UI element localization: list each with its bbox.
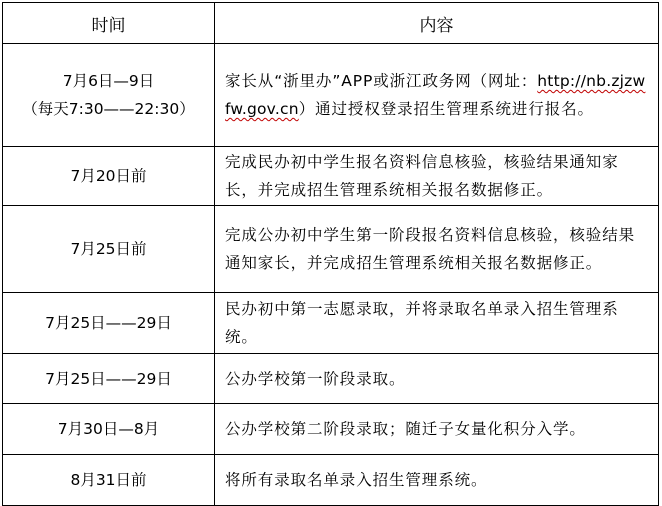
content-text-after-url: ）通过授权登录招生管理系统进行报名。 [298,100,594,118]
time-cell: 7月20日前 [3,147,215,206]
website-url-link[interactable]: http://nb.zjzwfw.gov.cn [225,72,646,118]
time-cell: 7月25日——29日 [3,293,215,354]
content-cell: 民办初中第一志愿录取，并将录取名单录入招生管理系统。 [215,293,659,354]
content-cell: 公办学校第二阶段录取；随迁子女量化积分入学。 [215,404,659,455]
content-cell: 完成公办初中学生第一阶段报名资料信息核验，核验结果通知家长，并完成招生管理系统相关报名数据修正。 [215,206,659,293]
time-cell: 7月30日—8月 [3,404,215,455]
table-header [3,3,659,44]
content-cell: 将所有录取名单录入招生管理系统。 [215,455,659,506]
content-cell: 完成民办初中学生报名资料信息核验，核验结果通知家长，并完成招生管理系统相关报名数据修正。 [215,147,659,206]
table-body [3,44,659,506]
time-cell [3,44,215,147]
time-cell: 7月25日——29日 [3,354,215,404]
time-cell: 7月25日前 [3,206,215,293]
table-row [3,354,659,404]
daily-hours: （每天7:30——22:30） [22,100,195,118]
content-column-header: 内容 [215,3,659,44]
table-row [3,147,659,206]
table-row [3,293,659,354]
table-row [3,44,659,147]
table-row [3,206,659,293]
enrollment-schedule-table [2,2,659,506]
content-cell: 公办学校第一阶段录取。 [215,354,659,404]
content-text-before-url: 家长从“浙里办”APP或浙江政务网（网址： [225,72,538,90]
content-cell [215,44,659,147]
table-row [3,455,659,506]
table-row [3,404,659,455]
header-row [3,3,659,44]
time-column-header: 时间 [3,3,215,44]
time-range: 7月6日—9日 [62,72,155,90]
time-cell: 8月31日前 [3,455,215,506]
